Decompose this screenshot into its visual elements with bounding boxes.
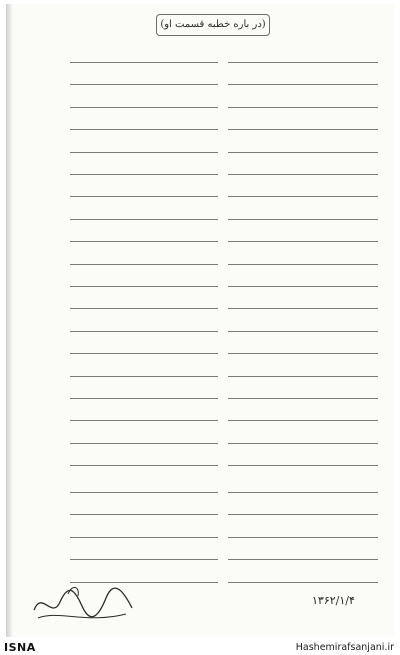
verse-right-hemistich [228,309,378,332]
verse-left-hemistich [70,286,218,309]
date-stamp: ۱۳۶۲/۱/۴ [312,594,355,607]
verse-right-hemistich [228,376,378,399]
verse-right-hemistich [228,174,378,197]
verse-right-hemistich [228,286,378,309]
verse-left-hemistich [70,443,218,466]
verse-right-hemistich [228,219,378,242]
verse-left-hemistich [70,40,218,63]
source-watermark: Hashemirafsanjani.ir [295,642,394,653]
verse-left-hemistich [70,398,218,421]
verse-right-hemistich [228,197,378,220]
verse-left-hemistich [70,354,218,377]
verse-left-hemistich [70,515,218,538]
verse-left-hemistich [70,107,218,130]
verse-right-hemistich [228,470,378,493]
verse-left-hemistich [70,62,218,85]
verse-right-hemistich [228,130,378,153]
verse-right-hemistich [228,85,378,108]
verse-right-hemistich [228,492,378,515]
verse-right-hemistich [228,152,378,175]
verse-right-hemistich [228,537,378,560]
verse-left-hemistich [70,537,218,560]
verse-left-hemistich [70,264,218,287]
verse-left-hemistich [70,197,218,220]
verse-right-hemistich [228,398,378,421]
verse-right-hemistich [228,560,378,583]
footer-bar [0,640,400,655]
verse-right-hemistich [228,421,378,444]
verse-left-hemistich [70,492,218,515]
verse-left-hemistich [70,242,218,265]
verse-left-hemistich [70,470,218,493]
verse-left-hemistich [70,219,218,242]
verse-left-hemistich [70,331,218,354]
page-title: (در باره خطبه قسمت او) [156,14,270,36]
page-edge-shadow [6,4,13,637]
verse-right-hemistich [228,264,378,287]
verse-left-hemistich [70,130,218,153]
verse-left-hemistich [70,309,218,332]
verse-right-hemistich [228,354,378,377]
verse-right-hemistich [228,443,378,466]
manuscript-page [6,4,394,637]
verse-right-hemistich [228,62,378,85]
verse-right-hemistich [228,40,378,63]
verse-left-hemistich [70,85,218,108]
handwritten-signature [28,580,138,626]
verse-right-hemistich [228,515,378,538]
verse-right-hemistich [228,107,378,130]
verse-left-hemistich [70,421,218,444]
verse-right-hemistich [228,331,378,354]
verse-left-hemistich [70,376,218,399]
verse-left-hemistich [70,174,218,197]
verse-right-hemistich [228,242,378,265]
verse-left-hemistich [70,152,218,175]
isna-logo: ISNA [4,641,36,654]
